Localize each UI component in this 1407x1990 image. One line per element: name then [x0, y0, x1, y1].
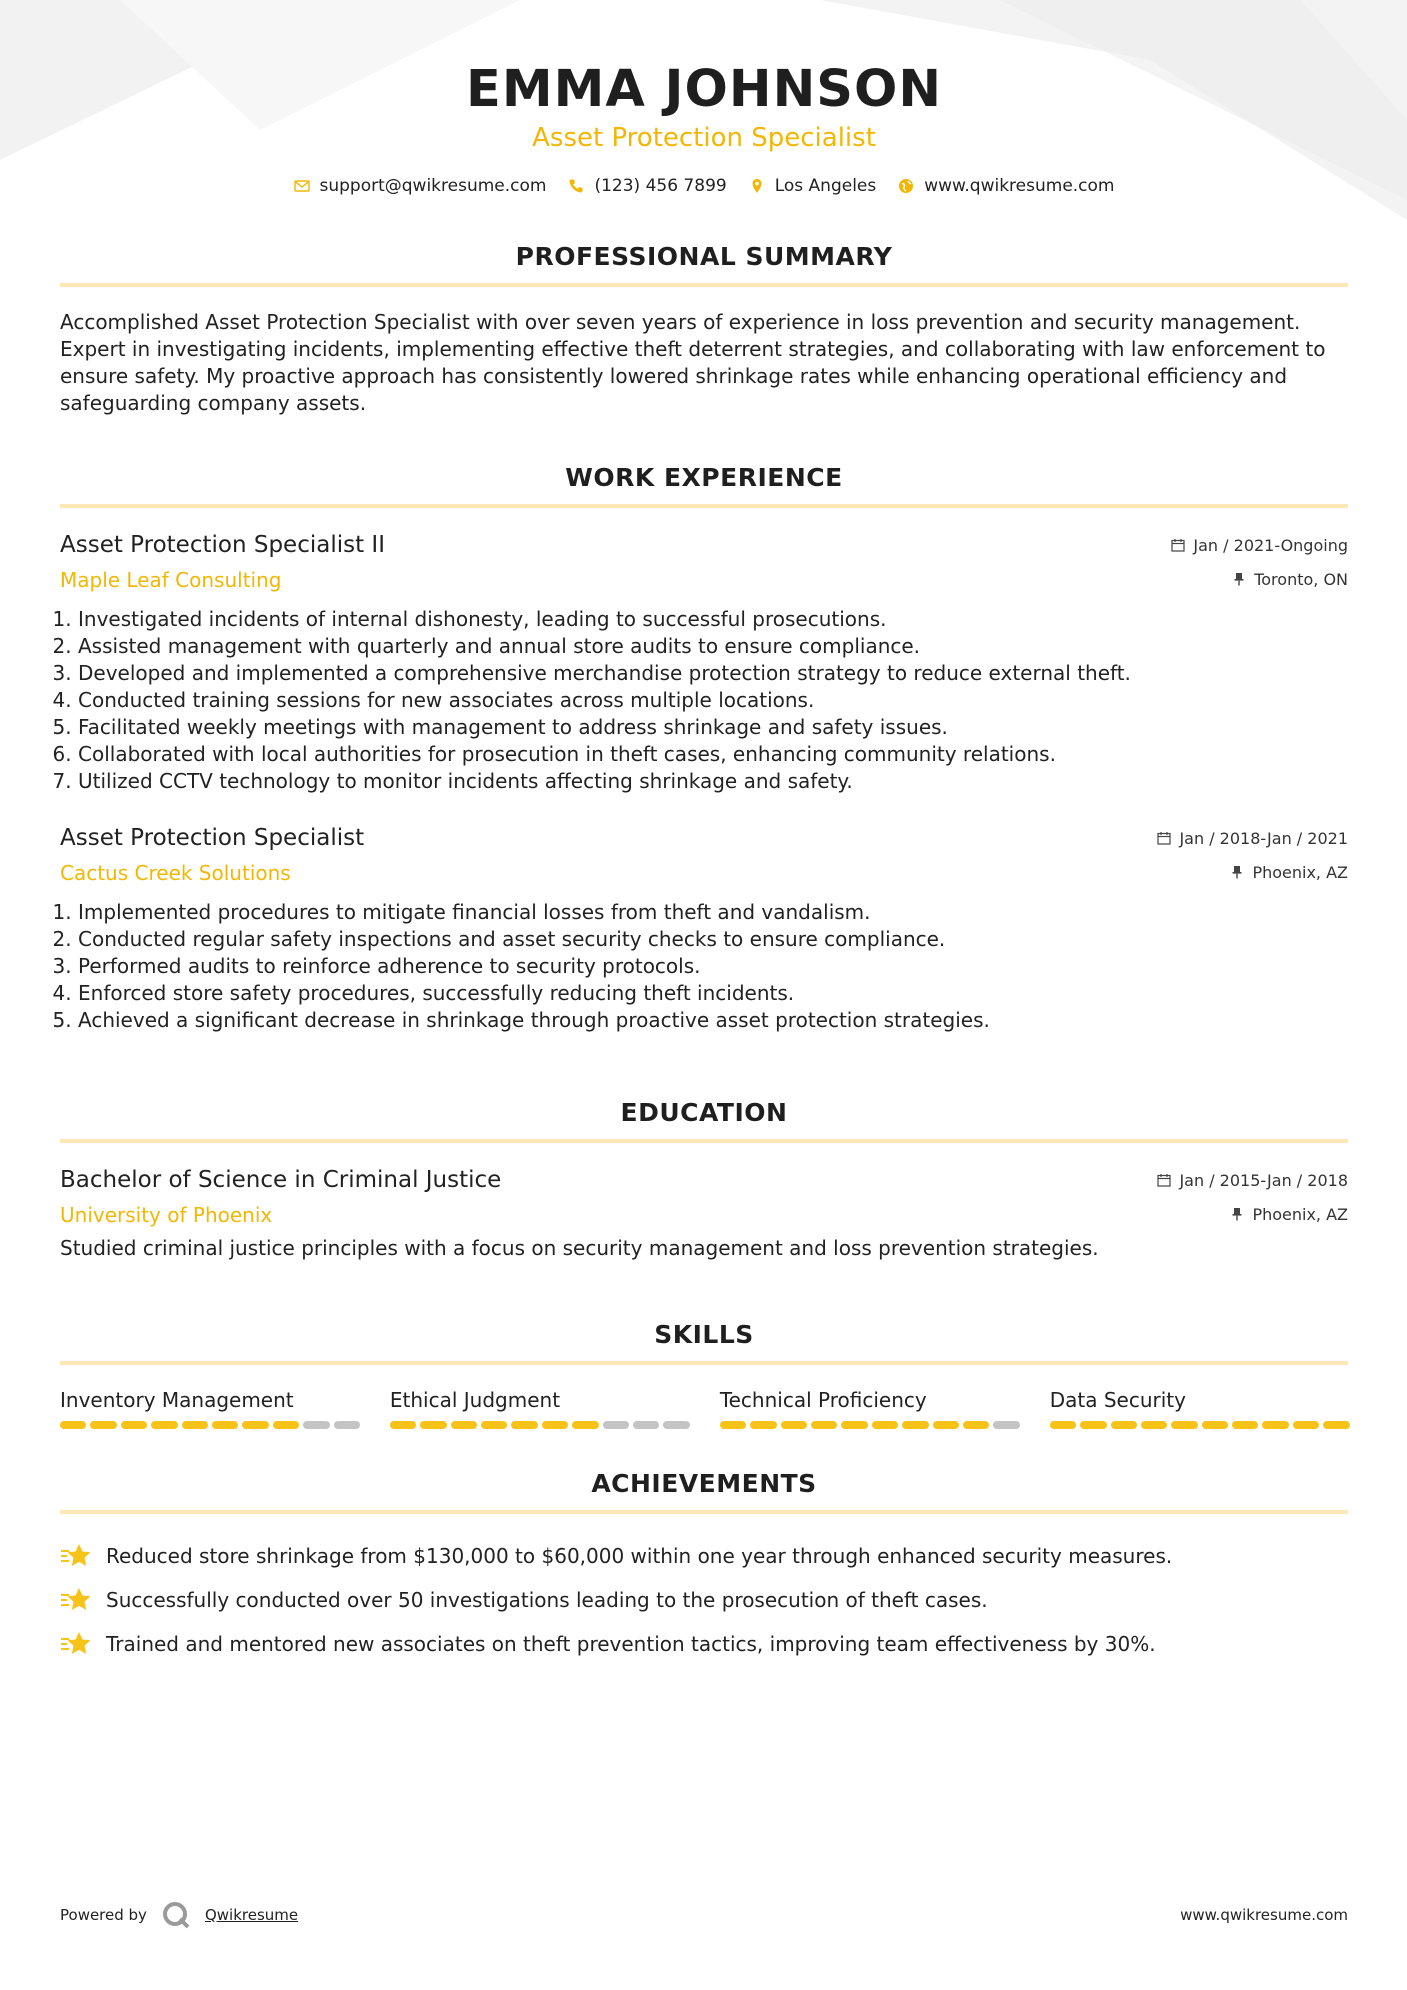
- skill-name: Inventory Management: [60, 1388, 294, 1412]
- job-header: [60, 530, 1348, 594]
- job-header: [60, 823, 1348, 887]
- skill-dot-empty: [303, 1421, 329, 1429]
- resume-page: [60, 0, 1348, 1666]
- section-divider: [60, 1139, 1348, 1143]
- list-item: 1. Investigated incidents of internal dishonesty, leading to successful prosecutions.: [78, 606, 1348, 633]
- list-item: 2. Assisted management with quarterly and annual store audits to ensure compliance.: [78, 633, 1348, 660]
- powered-by: [60, 1900, 298, 1930]
- contact-phone[interactable]: [568, 176, 726, 196]
- skill-dot-filled: [872, 1421, 898, 1429]
- pushpin-icon: [1230, 1207, 1244, 1221]
- contact-phone-text: (123) 456 7899: [594, 176, 727, 196]
- skill-dot-empty: [993, 1421, 1019, 1429]
- achievement-item: [60, 1622, 1348, 1666]
- skill-dot-filled: [90, 1421, 116, 1429]
- list-item: 6. Collaborated with local authorities for prosecution in theft cases, enhancing community relations.: [78, 741, 1348, 768]
- contact-bar: [60, 176, 1348, 196]
- job-dates: [1171, 530, 1348, 560]
- list-item: 1. Implemented procedures to mitigate financial losses from theft and vandalism.: [78, 899, 1348, 926]
- list-item: 3. Developed and implemented a comprehensive merchandise protection strategy to reduce external theft.: [78, 660, 1348, 687]
- skill-dot-filled: [1050, 1421, 1076, 1429]
- resume-header: [60, 0, 1348, 196]
- skills-grid: [60, 1387, 1348, 1429]
- skill-item: [60, 1387, 360, 1429]
- education-section: [60, 1098, 1348, 1262]
- job-location-text: Toronto, ON: [1254, 569, 1348, 589]
- education-heading: EDUCATION: [620, 1098, 788, 1127]
- contact-email[interactable]: [294, 176, 547, 196]
- skill-dot-filled: [781, 1421, 807, 1429]
- job-dates-text: Jan / 2018-Jan / 2021: [1179, 828, 1348, 848]
- skill-dot-empty: [663, 1421, 689, 1429]
- job-dates: [1157, 823, 1348, 853]
- summary-section: [60, 242, 1348, 417]
- skill-dot-filled: [750, 1421, 776, 1429]
- skill-dot-filled: [1202, 1421, 1228, 1429]
- skill-dot-filled: [481, 1421, 507, 1429]
- footer-website-link[interactable]: www.qwikresume.com: [1180, 1906, 1348, 1924]
- achievement-text: Successfully conducted over 50 investigations leading to the prosecution of theft cases.: [106, 1588, 988, 1612]
- list-item: 4. Enforced store safety procedures, successfully reducing theft incidents.: [78, 980, 1348, 1007]
- contact-website[interactable]: [898, 176, 1114, 196]
- job-company: Maple Leaf Consulting: [60, 568, 282, 592]
- skill-dot-filled: [212, 1421, 238, 1429]
- powered-by-label: Powered by: [60, 1906, 147, 1924]
- skill-dot-filled: [841, 1421, 867, 1429]
- candidate-name: EMMA JOHNSON: [465, 60, 943, 119]
- skill-dot-filled: [1293, 1421, 1319, 1429]
- skill-rating: [1050, 1421, 1350, 1429]
- skill-name: Ethical Judgment: [389, 1388, 561, 1412]
- section-divider: [60, 504, 1348, 508]
- skill-dot-filled: [1232, 1421, 1258, 1429]
- list-item: 7. Utilized CCTV technology to monitor incidents affecting shrinkage and safety.: [78, 768, 1348, 795]
- skill-dot-filled: [242, 1421, 268, 1429]
- skill-dot-filled: [963, 1421, 989, 1429]
- skill-dot-filled: [572, 1421, 598, 1429]
- envelope-icon: [294, 178, 310, 194]
- education-location-text: Phoenix, AZ: [1252, 1204, 1348, 1224]
- list-item: 5. Achieved a significant decrease in shrinkage through proactive asset protection strategies.: [78, 1007, 1348, 1034]
- candidate-title: Asset Protection Specialist: [532, 123, 876, 153]
- education-description: Studied criminal justice principles with a focus on security management and loss prevention strategies.: [60, 1236, 1099, 1260]
- summary-text: Accomplished Asset Protection Specialist with over seven years of experience in loss prevention and security management. Expert in investigating incidents, implementing effective theft deterrent strategies, and collaborating with law enforcement to ensure safety. My proactive approach has consistently lowered shrinkage rates while enhancing operational efficiency and safeguarding company assets.: [60, 310, 1326, 415]
- skill-dot-empty: [633, 1421, 659, 1429]
- job-dates-text: Jan / 2021-Ongoing: [1193, 535, 1348, 555]
- skill-dot-empty: [603, 1421, 629, 1429]
- achievements-heading: ACHIEVEMENTS: [591, 1469, 817, 1498]
- experience-heading: WORK EXPERIENCE: [565, 463, 843, 492]
- list-item: 5. Facilitated weekly meetings with management to address shrinkage and safety issues.: [78, 714, 1348, 741]
- brand-link[interactable]: Qwikresume: [204, 1906, 299, 1924]
- skill-dot-filled: [720, 1421, 746, 1429]
- calendar-icon: [1157, 831, 1171, 845]
- achievements-list: [60, 1534, 1348, 1666]
- school-name: University of Phoenix: [60, 1203, 273, 1227]
- job-company: Cactus Creek Solutions: [60, 861, 291, 885]
- skill-dot-filled: [182, 1421, 208, 1429]
- skill-item: [390, 1387, 690, 1429]
- job-duties: [60, 899, 1348, 1034]
- skill-dot-filled: [121, 1421, 147, 1429]
- phone-icon: [568, 178, 584, 194]
- achievement-text: Trained and mentored new associates on theft prevention tactics, improving team effectiveness by 30%.: [106, 1632, 1156, 1656]
- job-role: Asset Protection Specialist II: [60, 532, 385, 558]
- globe-icon: [898, 178, 914, 194]
- skill-dot-filled: [1171, 1421, 1197, 1429]
- map-pin-icon: [749, 178, 765, 194]
- skill-dot-filled: [542, 1421, 568, 1429]
- skill-rating: [60, 1421, 360, 1429]
- calendar-icon: [1171, 538, 1185, 552]
- skill-dot-filled: [511, 1421, 537, 1429]
- star-icon: [60, 1630, 92, 1658]
- skill-dot-filled: [273, 1421, 299, 1429]
- skill-dot-filled: [390, 1421, 416, 1429]
- page-footer: [60, 1900, 1348, 1930]
- degree-title: Bachelor of Science in Criminal Justice: [60, 1167, 502, 1193]
- skill-dot-filled: [420, 1421, 446, 1429]
- education-entry: [60, 1165, 1348, 1262]
- skill-dot-filled: [1111, 1421, 1137, 1429]
- section-divider: [60, 283, 1348, 287]
- education-header: [60, 1165, 1348, 1229]
- education-dates-text: Jan / 2015-Jan / 2018: [1179, 1170, 1348, 1190]
- section-divider: [60, 1510, 1348, 1514]
- contact-location-text: Los Angeles: [774, 176, 877, 196]
- education-dates: [1157, 1165, 1348, 1195]
- list-item: 3. Performed audits to reinforce adherence to security protocols.: [78, 953, 1348, 980]
- pushpin-icon: [1232, 572, 1246, 586]
- skill-dot-filled: [811, 1421, 837, 1429]
- achievement-item: [60, 1578, 1348, 1622]
- job-duties: [60, 606, 1348, 795]
- job-entry: [60, 823, 1348, 1034]
- skill-dot-filled: [1080, 1421, 1106, 1429]
- contact-location: [749, 176, 877, 196]
- star-icon: [60, 1542, 92, 1570]
- education-location: [1157, 1199, 1348, 1229]
- achievement-item: [60, 1534, 1348, 1578]
- experience-section: [60, 463, 1348, 1034]
- skill-item: [720, 1387, 1020, 1429]
- achievements-section: [60, 1469, 1348, 1666]
- summary-heading: PROFESSIONAL SUMMARY: [515, 242, 893, 271]
- pushpin-icon: [1230, 865, 1244, 879]
- achievement-text: Reduced store shrinkage from $130,000 to $60,000 within one year through enhanced security measures.: [106, 1544, 1173, 1568]
- contact-website-text: www.qwikresume.com: [924, 176, 1115, 196]
- calendar-icon: [1157, 1173, 1171, 1187]
- section-divider: [60, 1361, 1348, 1365]
- job-location-text: Phoenix, AZ: [1252, 862, 1348, 882]
- list-item: 2. Conducted regular safety inspections and asset security checks to ensure compliance.: [78, 926, 1348, 953]
- skills-section: [60, 1320, 1348, 1429]
- job-location: [1157, 857, 1348, 887]
- skill-dot-filled: [933, 1421, 959, 1429]
- job-role: Asset Protection Specialist: [60, 825, 365, 851]
- skill-dot-filled: [902, 1421, 928, 1429]
- contact-email-text: support@qwikresume.com: [319, 176, 547, 196]
- skill-dot-filled: [1262, 1421, 1288, 1429]
- list-item: 4. Conducted training sessions for new associates across multiple locations.: [78, 687, 1348, 714]
- skill-item: [1050, 1387, 1350, 1429]
- star-icon: [60, 1586, 92, 1614]
- skill-dot-filled: [1323, 1421, 1349, 1429]
- skill-dot-empty: [334, 1421, 360, 1429]
- skills-heading: SKILLS: [654, 1320, 754, 1349]
- skill-rating: [390, 1421, 690, 1429]
- qwikresume-logo-icon: [161, 1900, 191, 1930]
- skill-dot-filled: [1141, 1421, 1167, 1429]
- skill-dot-filled: [60, 1421, 86, 1429]
- job-location: [1171, 564, 1348, 594]
- skill-dot-filled: [151, 1421, 177, 1429]
- job-entry: [60, 530, 1348, 795]
- skill-rating: [720, 1421, 1020, 1429]
- skill-name: Data Security: [1049, 1388, 1186, 1412]
- skill-name: Technical Proficiency: [719, 1388, 927, 1412]
- skill-dot-filled: [451, 1421, 477, 1429]
